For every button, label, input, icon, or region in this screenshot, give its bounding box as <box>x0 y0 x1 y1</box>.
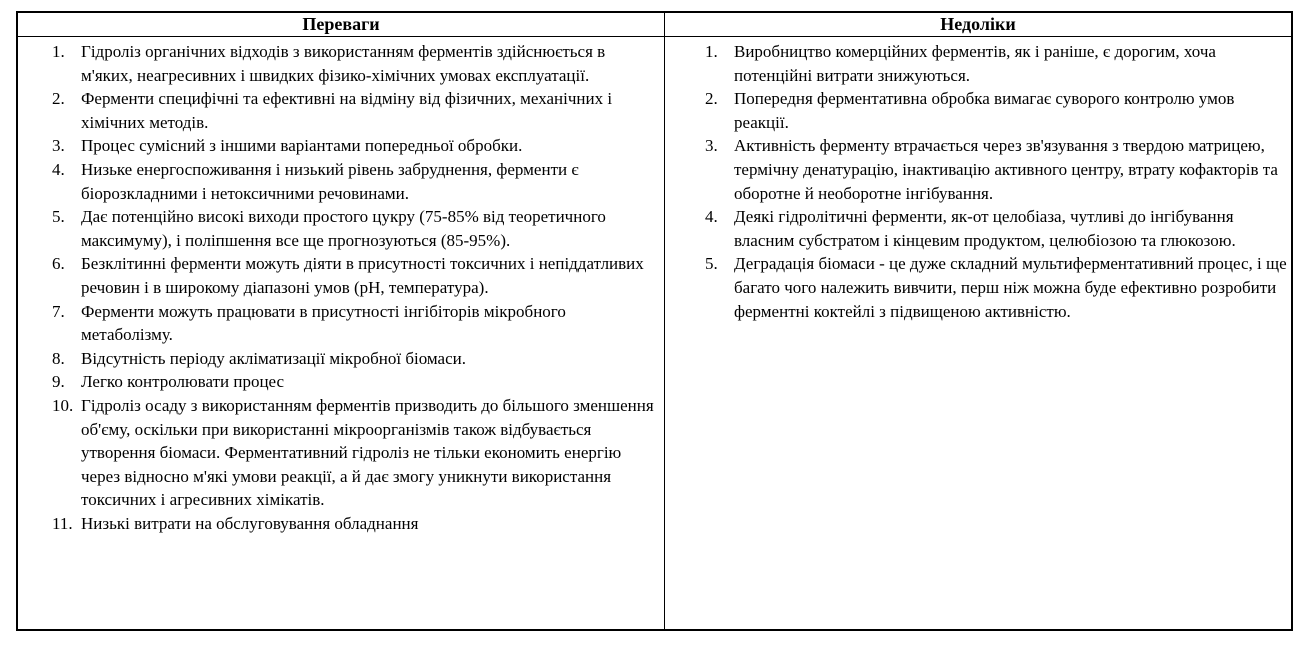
list-item-number: 1. <box>705 42 718 61</box>
list-item-number: 2. <box>705 89 718 109</box>
list-item <box>705 40 1287 87</box>
list-item <box>52 394 658 512</box>
list-item-number: 1. <box>52 42 65 61</box>
list-item-number: 9. <box>52 372 65 392</box>
list-item-text: Відсутність періоду акліматизації мікробної біомаси. <box>81 348 466 368</box>
disadvantages-column <box>665 13 1291 629</box>
list-item-number: 5. <box>52 207 65 227</box>
list-item-text: Низькі витрати на обслуговування обладнання <box>81 513 419 533</box>
list-item <box>52 158 658 205</box>
list-item <box>52 40 658 87</box>
list-item-number: 8. <box>52 348 65 368</box>
list-item <box>52 512 658 536</box>
list-item-number: 7. <box>52 301 65 321</box>
list-item-text: Ферменти можуть працювати в присутності інгібіторів мікробного метаболізму. <box>81 301 566 345</box>
list-item <box>705 134 1287 205</box>
list-item-text: Попередня ферментативна обробка вимагає суворого контролю умов реакції. <box>734 89 1235 132</box>
list-item-text: Гідроліз осаду з використанням ферментів призводить до більшого зменшення об'єму, оскільки при використанні мікроорганізмів також відбувається утворення біомаси. Ферментативний гідроліз не тільки економить енергію через відносно м'які умови реакції, а й дає змогу уникнути використання токсичних і агресивних хімікатів. <box>81 395 654 510</box>
list-item <box>52 300 658 347</box>
advantages-disadvantages-table <box>16 11 1293 631</box>
list-item-text: Гідроліз органічних відходів з використанням ферментів здійснюється в м'яких, неагресивних і швидких фізико-хімічних умовах експлуатації. <box>81 42 606 85</box>
list-item-text: Процес сумісний з іншими варіантами попередньої обробки. <box>81 136 523 156</box>
list-item-number: 5. <box>705 254 718 274</box>
list-item <box>705 205 1287 252</box>
list-item <box>52 370 658 394</box>
list-item <box>52 252 658 299</box>
list-item <box>52 87 658 134</box>
disadvantages-header: Недоліки <box>665 13 1291 37</box>
list-item <box>52 347 658 371</box>
list-item-number: 4. <box>705 207 718 227</box>
list-item-text: Активність ферменту втрачається через зв'язування з твердою матрицею, термічну денатурацію, інактивацію активного центру, втрату кофакторів та оборотне й необоротне інгібування. <box>734 136 1278 203</box>
list-item-number: 11. <box>52 513 73 533</box>
list-item-number: 3. <box>705 136 718 156</box>
list-item <box>705 252 1287 323</box>
list-item-number: 4. <box>52 159 65 179</box>
disadvantages-list <box>665 37 1291 629</box>
advantages-header: Переваги <box>18 13 664 37</box>
list-item-text: Низьке енергоспоживання і низький рівень забруднення, ферменти є біорозкладними і нетоксичними речовинами. <box>81 159 579 203</box>
list-item <box>705 87 1287 134</box>
list-item-number: 6. <box>52 254 65 274</box>
list-item-text: Безклітинні ферменти можуть діяти в присутності токсичних і непіддатливих речовин і в широкому діапазоні умов (pH, температура). <box>81 254 644 297</box>
list-item <box>52 205 658 252</box>
list-item-number: 10. <box>52 395 74 415</box>
list-item-text: Дає потенційно високі виходи простого цукру (75-85% від теоретичного максимуму), і поліпшення все ще прогнозуються (85-95%). <box>81 207 606 250</box>
list-item-number: 3. <box>52 136 65 156</box>
list-item <box>52 134 658 158</box>
list-item-text: Легко контролювати процес <box>81 372 285 392</box>
list-item-text: Деякі гідролітичні ферменти, як-от целобіаза, чутливі до інгібування власним субстратом і кінцевим продуктом, целюбіозою та глюкозою. <box>734 207 1236 250</box>
advantages-list <box>18 37 664 629</box>
advantages-column <box>18 13 665 629</box>
list-item-number: 2. <box>52 89 65 109</box>
list-item-text: Виробництво комерційних ферментів, як і раніше, є дорогим, хоча потенційні витрати знижуються. <box>734 42 1216 85</box>
list-item-text: Деградація біомаси - це дуже складний мультиферментативний процес, і ще багато чого належить вивчити, перш ніж можна буде ефективно розробити ферментні коктейлі з підвищеною активністю. <box>734 254 1287 321</box>
list-item-text: Ферменти специфічні та ефективні на відміну від фізичних, механічних і хімічних методів. <box>81 89 613 132</box>
